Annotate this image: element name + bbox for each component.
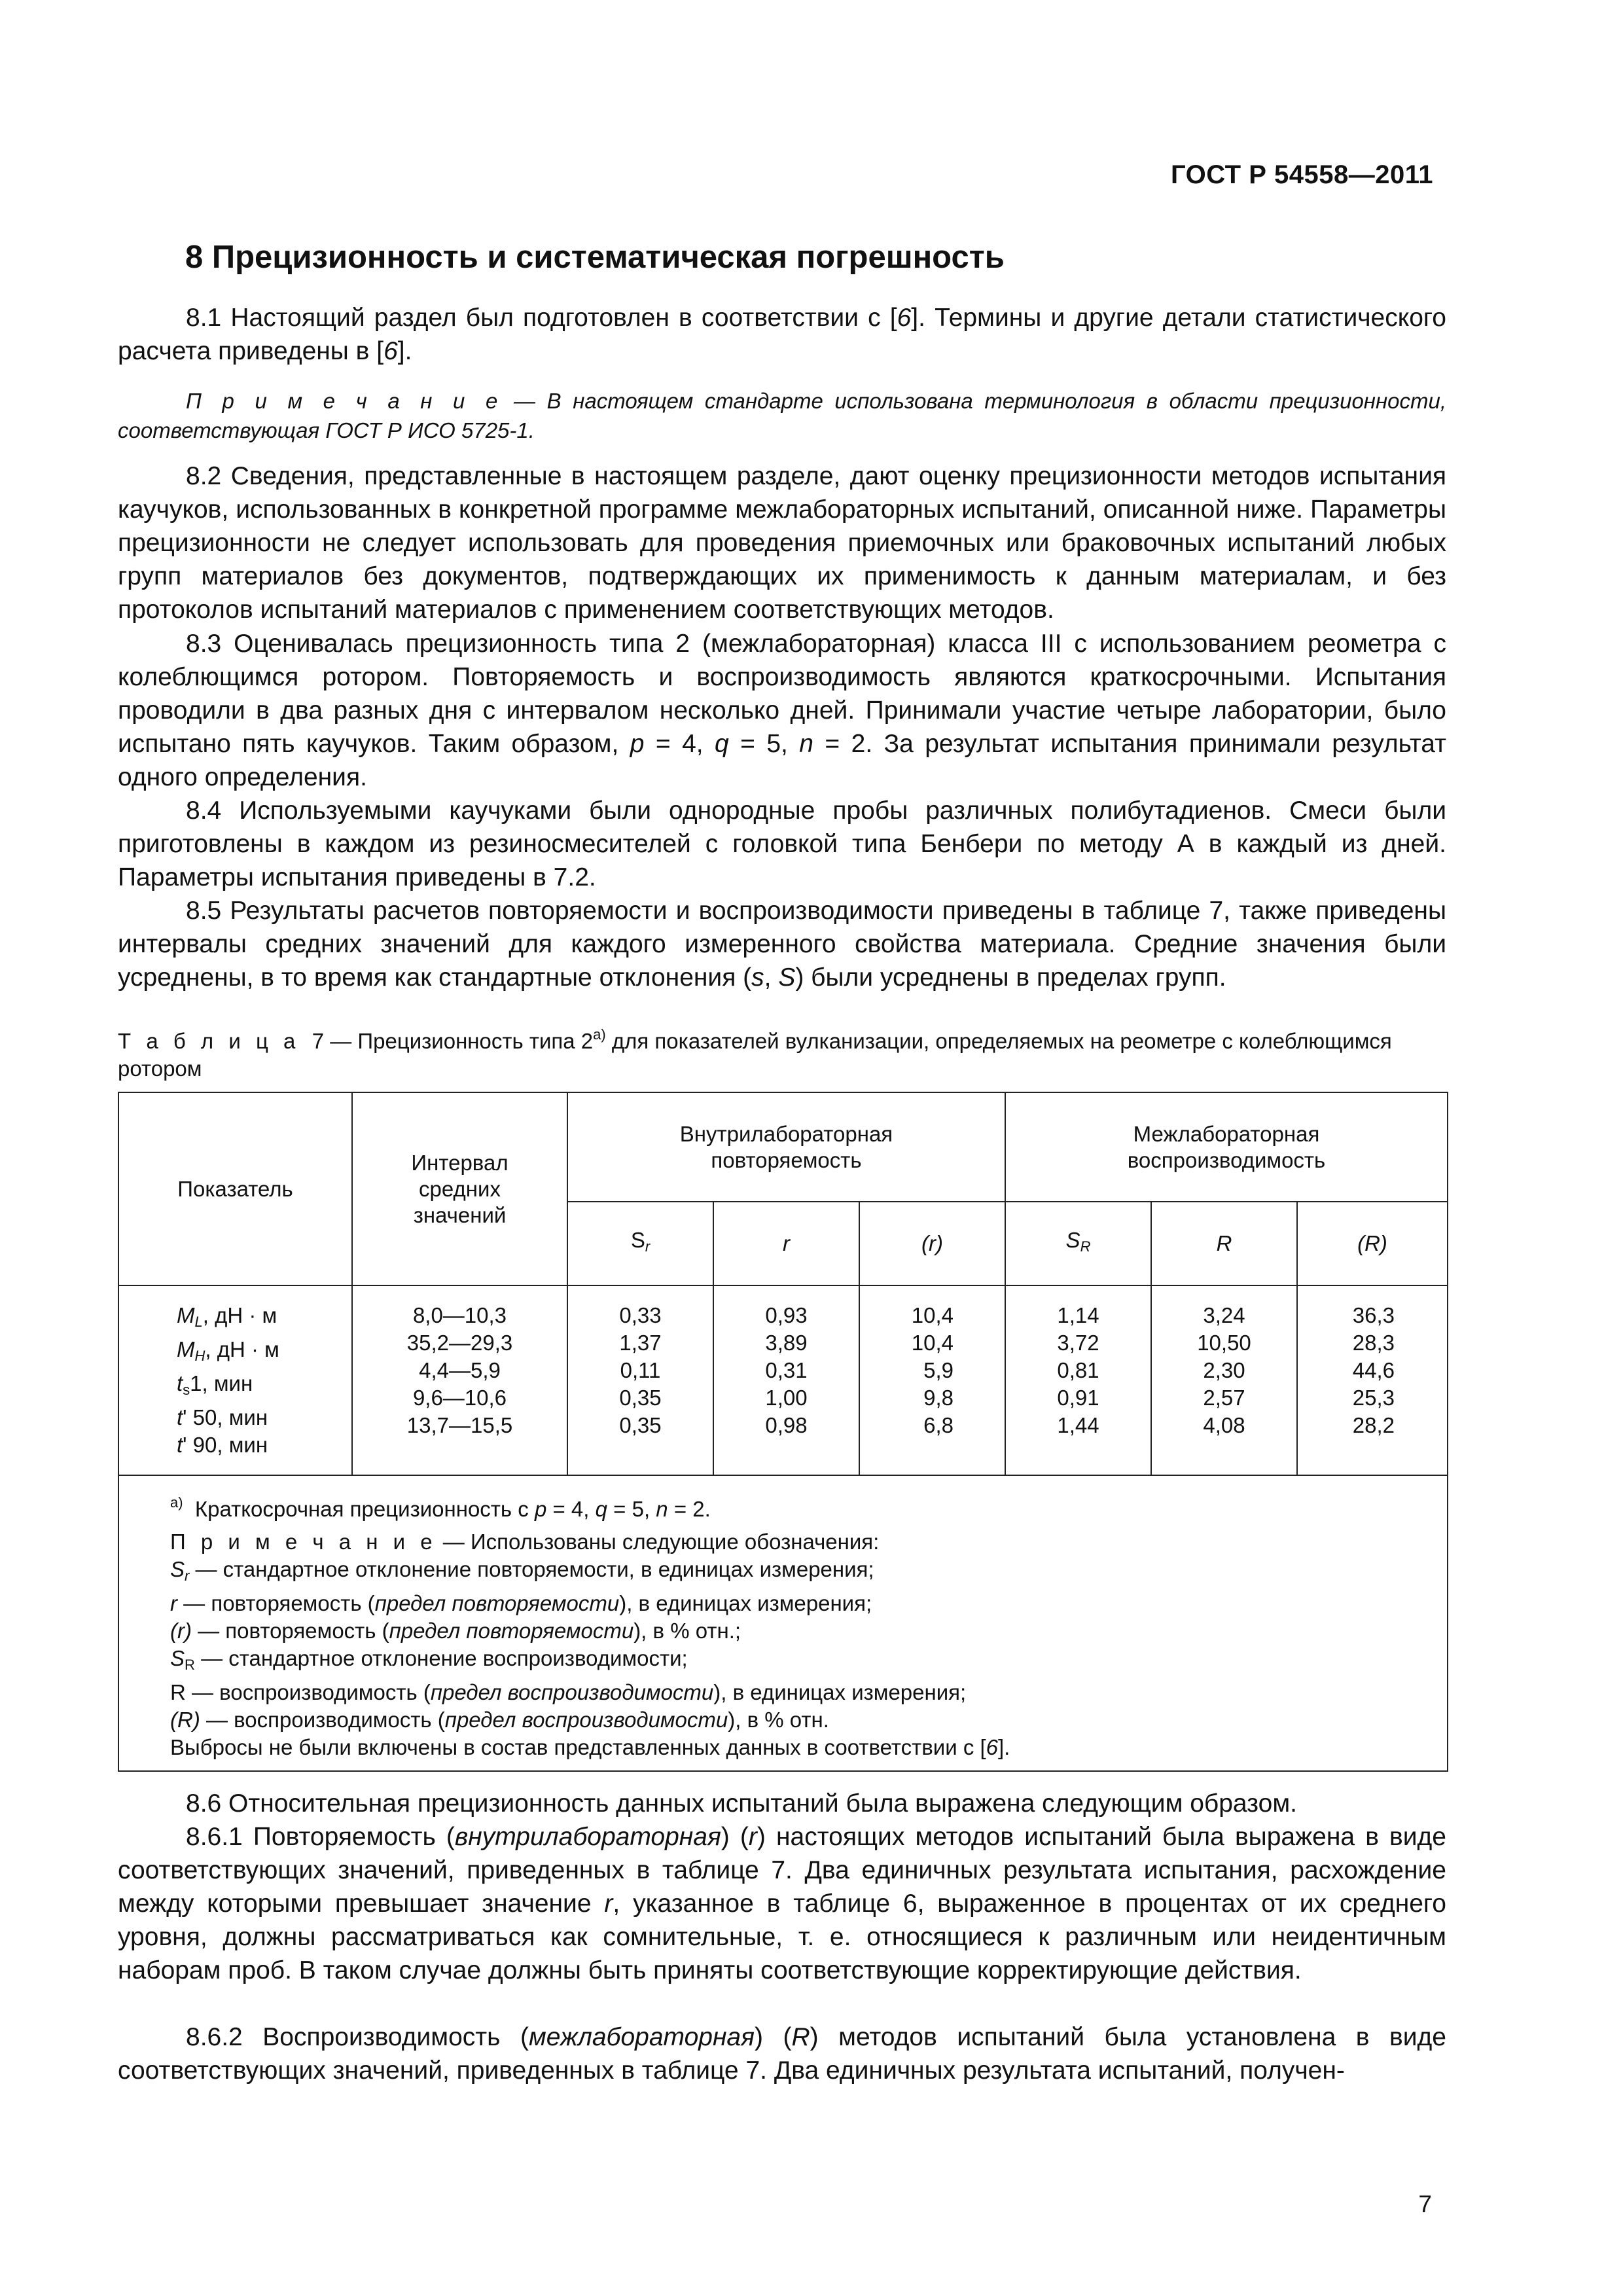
definition-R: R — воспроизводимость (предел воспроизводимости), в единицах измерения; [170,1680,967,1704]
table-row: $t_s1$, мин [177,1371,253,1398]
col-header-indicator: Показатель [118,1092,352,1285]
paragraph-8-4: 8.4 Используемыми каучуками были однородные пробы различных полибутадиенов. Смеси были приготовлены в каждом из резиносмесителей с головкой типа Бенбери по методу А в каждый из дней. Параметры испытания приведены в 7.2. [118,797,1446,891]
SR-values: 1,14 3,72 0,81 0,91 1,44 [1005,1285,1151,1475]
paragraph-8-6-2: 8.6.2 Воспроизводимость (межлабораторная) (R) методов испытаний была установлена в виде соответствующих значений, приведенных в таблице 7. Два единичных результата испытаний, получен- [118,2023,1447,2085]
document-designation: ГОСТ Р 54558—2011 [1171,160,1433,189]
definition-R-percent: (R) — воспроизводимость (предел воспроизводимости), в % отн. [170,1708,829,1732]
paragraph-8-1: 8.1 Настоящий раздел был подготовлен в соответствии с [6]. Термины и другие детали статистического расчета приведены в [6]. [118,304,1446,365]
indicator-cell [118,1285,352,1475]
col-header-r: r [713,1202,859,1285]
footnote-a: $^{а)}$ Краткосрочная прецизионность с p = 4, q = 5, n = 2. [170,1494,711,1521]
paragraph-8-6: 8.6 Относительная прецизионность данных испытаний была выражена следующим образом. [186,1789,1297,1818]
paragraph-8-2: 8.2 Сведения, представленные в настоящем разделе, дают оценку прецизионности методов испытания каучуков, использованных в конкретной программе межлабораторных испытаний, описанной ниже. Параметры прецизионности не следует использовать для проведения приемочных или браковочных испытаний любых групп материалов без документов, подтверждающих их применимость к данным материалам, и без протоколов испытаний материалов с применением соответствующих методов. [118,462,1446,624]
table-note-intro: П р и м е ч а н и е — Использованы следующие обозначения: [170,1530,880,1554]
col-header-r-percent: (r) [859,1202,1005,1285]
r-percent-values: 10,4 10,4 5,9 9,8 6,8 [859,1285,1005,1475]
paragraph-8-6-1: 8.6.1 Повторяемость (внутрилабораторная) (r) настоящих методов испытаний была выражена в виде соответствующих значений, приведенных в таблице 7. Два единичных результата испытания, расхождение между которыми превышает значение r, указанное в таблице 6, выраженное в процентах от их среднего уровня, должны рассматриваться как сомнительные, т. е. относящиеся к различным или неидентичным наборам проб. В таком случае должны быть приняты соответствующие корректирующие действия. [118,1823,1447,1984]
outliers-note: Выбросы не были включены в состав представленных данных в соответствии с [6]. [170,1735,1010,1759]
page-number: 7 [1418,2191,1432,2217]
group-header-repeatability: Внутрилабораторная повторяемость [567,1092,1005,1202]
group-header-reproducibility: Межлабораторная воспроизводимость [1005,1092,1448,1202]
table-row: t' 50, мин [177,1405,268,1429]
paragraph-8-3: 8.3 Оценивалась прецизионность типа 2 (межлабораторная) класса III с использованием реометра с колеблющимся ротором. Повторяемость и воспроизводимость являются краткосрочными. Испытания проводили в два разных дня с интервалом несколько дней. Принимали участие четыре лаборатории, было испытано пять каучуков. Таким образом, p = 4, q = 5, n = 2. За результат испытания принимали результат одного определения. [118,630,1446,791]
r-values: 0,93 3,89 0,31 1,00 0,98 [713,1285,859,1475]
definition-Sr: $S_r$ — стандартное отклонение повторяемости, в единицах измерения; [170,1557,874,1584]
paragraph-8-5: 8.5 Результаты расчетов повторяемости и воспроизводимости приведены в таблице 7, также приведены интервалы средних значений для каждого измеренного свойства материала. Средние значения были усреднены, в то время как стандартные отклонения (s, S) были усреднены в пределах групп. [118,897,1446,992]
definition-r-percent: (r) — повторяемость (предел повторяемости), в % отн.; [170,1619,741,1643]
table-row: $M_H$, дН · м [177,1337,279,1364]
note-terminology: П р и м е ч а н и е — В настоящем стандарте использована терминология в области прецизионности, соответствующая ГОСТ Р ИСО 5725-1. [118,389,1446,442]
Sr-values: 0,33 1,37 0,11 0,35 0,35 [567,1285,713,1475]
definition-SR: $S_R$ — стандартное отклонение воспроизводимости; [170,1646,688,1673]
col-header-SR: $S_R$ [1005,1202,1151,1285]
table-footnotes [118,1475,1448,1771]
R-values: 3,24 10,50 2,30 2,57 4,08 [1151,1285,1297,1475]
col-header-R: R [1151,1202,1297,1285]
definition-r: r — повторяемость (предел повторяемости), в единицах измерения; [170,1591,872,1615]
section-heading: 8 Прецизионность и систематическая погрешность [185,240,1005,275]
table-data-block [118,1285,1448,1475]
col-header-R-percent: (R) [1297,1202,1448,1285]
interval-cell: 8,0—10,3 35,2—29,3 4,4—5,9 9,6—10,6 13,7—15,5 [352,1285,567,1475]
table-row: $M_L$, дН · м [177,1303,277,1330]
table-row: t' 90, мин [177,1433,268,1457]
col-header-Sr: $S_r$ [567,1202,713,1285]
precision-table [118,1092,1448,1772]
R-percent-values: 36,3 28,3 44,6 25,3 28,2 [1297,1285,1448,1475]
table-caption: Т а б л и ц а 7 — Прецизионность типа $2^{а)}$ для показателей вулканизации, определяемых на реометре с колеблющимся ротором [118,1026,1392,1081]
col-header-interval: Интервал средних значений [352,1092,567,1285]
